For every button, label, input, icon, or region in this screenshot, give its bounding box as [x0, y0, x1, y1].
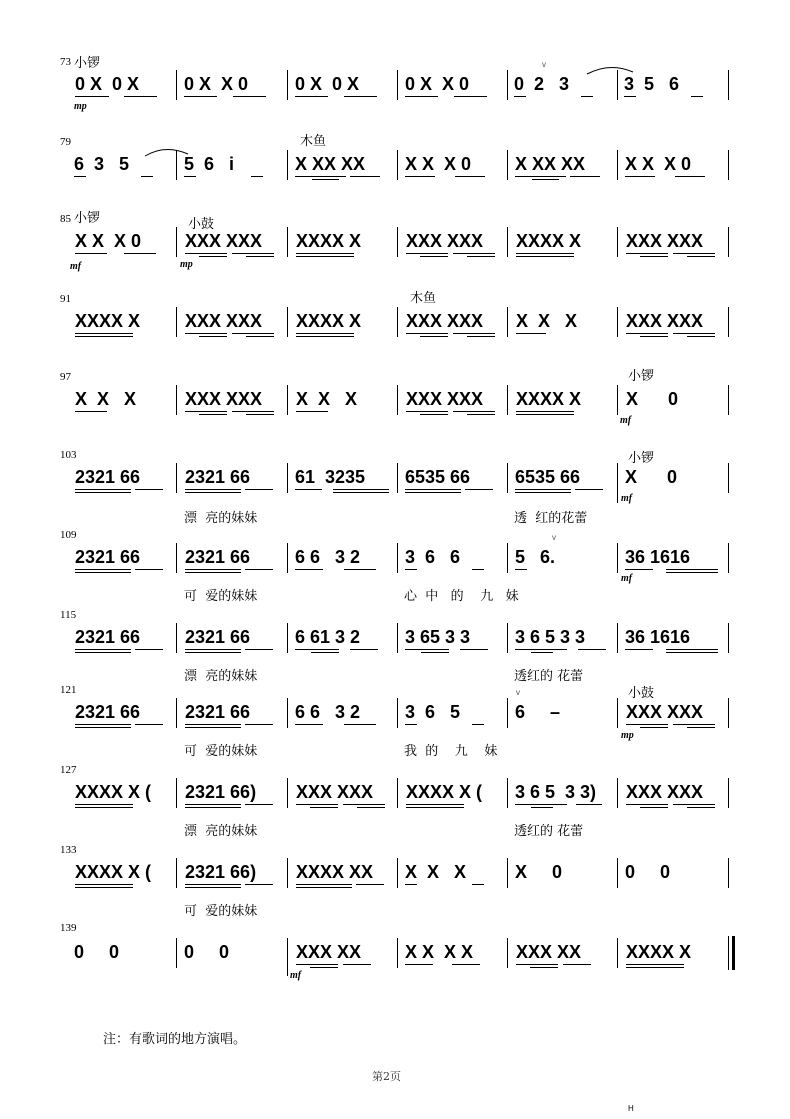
measure: XXXX X (: [75, 862, 152, 882]
measure: X X X 0: [75, 231, 142, 251]
dynamic-mark: mf: [70, 261, 82, 272]
measure: X 0: [515, 862, 563, 882]
lyrics: 可 爱的妹妹: [184, 744, 258, 759]
instrument-label: 小鼓: [628, 686, 655, 701]
measure: X X X: [75, 389, 137, 409]
measure: 6 3 5: [74, 154, 130, 174]
measure: XXX XXX: [626, 231, 704, 251]
lyrics: 漂 亮的妹妹: [184, 824, 258, 839]
measure: XXXX X: [296, 311, 362, 331]
measure-number: 121: [60, 684, 77, 696]
measure: XXX XXX: [296, 782, 374, 802]
measure: XXX XXX: [185, 389, 263, 409]
measure-number: 91: [60, 293, 71, 305]
dynamic-mark: mp: [180, 259, 193, 270]
instrument-label: 木鱼: [410, 291, 437, 306]
page-number: 第2页: [372, 1070, 401, 1083]
measure: 3 5 6: [624, 74, 680, 94]
measure: 6 6 3 2: [295, 702, 361, 722]
measure-number: 139: [60, 922, 77, 934]
measure: XXXX X: [516, 389, 582, 409]
measure: 2321 66: [75, 627, 141, 647]
lyrics: 透红的 花蕾: [514, 669, 584, 684]
measure: 36 1616: [625, 627, 691, 647]
instrument-label: 小锣: [628, 369, 655, 384]
measure: X X X X: [405, 942, 474, 962]
measure: X 0: [626, 389, 679, 409]
footnote: 注：有歌词的地方演唱。: [103, 1032, 247, 1047]
measure: X X X 0: [625, 154, 692, 174]
measure: 0 0: [625, 862, 671, 882]
measure: 2321 66: [75, 467, 141, 487]
measure: XXXX X: [626, 942, 692, 962]
lyrics: 漂 亮的妹妹: [184, 669, 258, 684]
measure: 6 6 3 2: [295, 547, 361, 567]
measure: X X X: [516, 311, 578, 331]
measure: X X X 0: [405, 154, 472, 174]
measure: XXXX X: [75, 311, 141, 331]
measure: X X X: [405, 862, 467, 882]
corner-mark: H: [628, 1104, 634, 1113]
lyrics: 心 中 的 九 妹: [404, 589, 519, 604]
measure: X XX XX: [515, 154, 586, 174]
dynamic-mark: mf: [620, 415, 632, 426]
instrument-label: 小鼓: [188, 217, 215, 232]
measure: 0 0: [184, 942, 230, 962]
measure: XXX XXX: [185, 311, 263, 331]
lyrics: 透 红的花蕾: [514, 511, 588, 526]
measure: 3 6 5: [405, 702, 461, 722]
measure: 6535 66: [515, 467, 581, 487]
measure: 6 61 3 2: [295, 627, 361, 647]
measure-number: 133: [60, 844, 77, 856]
measure: XXXX X: [516, 231, 582, 251]
measure: 2321 66: [75, 547, 141, 567]
measure: 6 –: [515, 702, 561, 722]
measure: 0 2 3: [514, 74, 570, 94]
lyrics: 透红的 花蕾: [514, 824, 584, 839]
measure: XXX XXX: [626, 782, 704, 802]
measure: 61 3235: [295, 467, 366, 487]
measure: 3 6 6: [405, 547, 461, 567]
measure-number: 109: [60, 529, 77, 541]
measure: 3 6 5 3 3: [515, 627, 586, 647]
instrument-label: 小锣: [74, 211, 101, 226]
lyrics: 漂 亮的妹妹: [184, 511, 258, 526]
measure: 0 X X 0: [184, 74, 249, 94]
dynamic-mark: mf: [621, 493, 633, 504]
measure: 2321 66: [185, 627, 251, 647]
lyrics: 可 爱的妹妹: [184, 904, 258, 919]
measure: 0 X 0 X: [75, 74, 140, 94]
measure: XXX XXX: [626, 702, 704, 722]
measure-number: 79: [60, 136, 71, 148]
measure: XXX XX: [516, 942, 582, 962]
measure-number: 85: [60, 213, 71, 225]
breath-mark: v: [542, 60, 546, 69]
measure: XXX XXX: [406, 311, 484, 331]
measure: 3 6 5 3 3): [515, 782, 597, 802]
instrument-label: 小锣: [628, 451, 655, 466]
lyrics: 可 爱的妹妹: [184, 589, 258, 604]
measure: 6535 66: [405, 467, 471, 487]
instrument-label: 木鱼: [300, 134, 327, 149]
measure: X 0: [625, 467, 678, 487]
final-barline: [732, 936, 735, 970]
measure-number: 127: [60, 764, 77, 776]
measure: 2321 66: [185, 467, 251, 487]
measure-number: 97: [60, 371, 71, 383]
final-barline: [728, 936, 729, 970]
measure: 2321 66: [185, 547, 251, 567]
measure: 3 65 3 3: [405, 627, 471, 647]
breath-mark: v: [552, 533, 556, 542]
lyrics: 我 的 九 妹: [404, 744, 498, 759]
dynamic-mark: mf: [621, 573, 633, 584]
measure: 2321 66): [185, 862, 257, 882]
measure-number: 73: [60, 56, 71, 68]
dynamic-mark: mf: [290, 970, 302, 981]
measure: XXX XXX: [406, 389, 484, 409]
instrument-label: 小锣: [74, 56, 101, 71]
measure: 2321 66: [75, 702, 141, 722]
measure: 0 X 0 X: [295, 74, 360, 94]
measure: 0 X X 0: [405, 74, 470, 94]
dynamic-mark: mp: [74, 101, 87, 112]
measure: XXX XX: [296, 942, 362, 962]
measure: XXX XXX: [406, 231, 484, 251]
dynamic-mark: mp: [621, 730, 634, 741]
measure: X X X: [296, 389, 358, 409]
breath-mark: v: [516, 688, 520, 697]
measure: 5 6.: [515, 547, 556, 567]
measure: X XX XX: [295, 154, 366, 174]
measure: 2321 66: [185, 702, 251, 722]
measure: 36 1616: [625, 547, 691, 567]
measure: XXX XXX: [185, 231, 263, 251]
measure: XXX XXX: [626, 311, 704, 331]
measure: XXXX X (: [75, 782, 152, 802]
measure-number: 103: [60, 449, 77, 461]
measure: XXXX X (: [406, 782, 483, 802]
measure-number: 115: [60, 609, 77, 621]
measure: XXXX X: [296, 231, 362, 251]
measure: 0 0: [74, 942, 120, 962]
measure: XXXX XX: [296, 862, 374, 882]
measure: 2321 66): [185, 782, 257, 802]
measure: 5 6 i: [184, 154, 235, 174]
